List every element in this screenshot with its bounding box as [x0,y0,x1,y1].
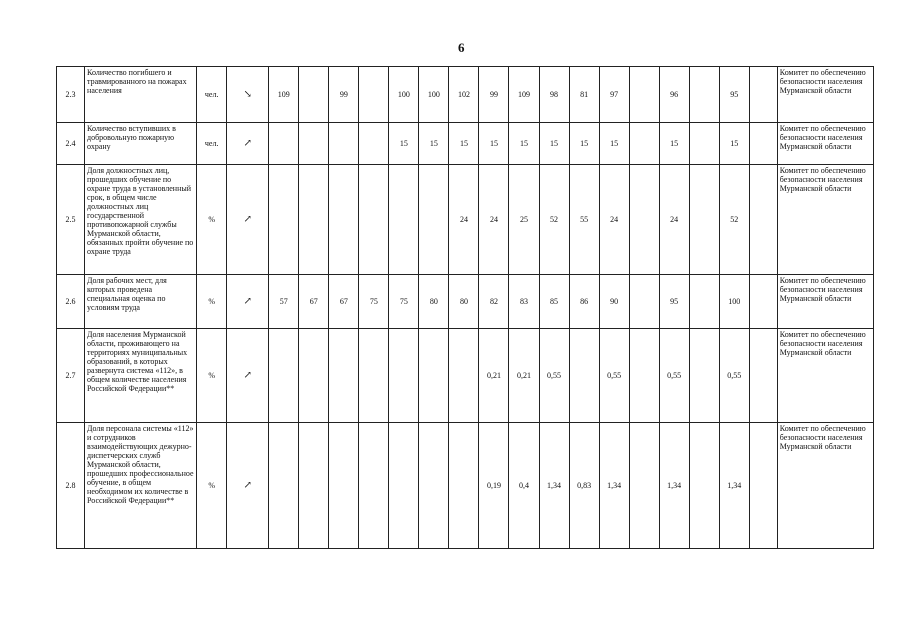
responsible-cell: Комитет по обеспечению безопасности населения Мурманской области [777,123,873,165]
value-cell: 52 [719,165,749,275]
value-cell: 57 [269,275,299,329]
value-cell [749,67,777,123]
value-cell [689,67,719,123]
value-cell [629,423,659,549]
value-cell [299,329,329,423]
value-cell [269,123,299,165]
value-cell [389,329,419,423]
value-cell [419,329,449,423]
value-cell: 109 [509,67,539,123]
value-cell: 1,34 [599,423,629,549]
value-cell [299,123,329,165]
value-cell [389,423,419,549]
value-cell: 99 [479,67,509,123]
unit-cell: чел. [197,123,227,165]
responsible-cell: Комитет по обеспечению безопасности населения Мурманской области [777,67,873,123]
value-cell [329,423,359,549]
table-row [57,423,874,549]
trend-arrow-icon: ↘ [227,67,269,123]
responsible-cell: Комитет по обеспечению безопасности населения Мурманской области [777,165,873,275]
value-cell: 96 [659,67,689,123]
value-cell [629,123,659,165]
value-cell: 0,55 [539,329,569,423]
value-cell: 15 [719,123,749,165]
value-cell [329,329,359,423]
value-cell: 97 [599,67,629,123]
value-cell: 15 [509,123,539,165]
value-cell [689,123,719,165]
value-cell: 0,21 [509,329,539,423]
value-cell: 99 [329,67,359,123]
value-cell [329,123,359,165]
indicator-name: Доля населения Мурманской области, проживающего на территориях муниципальных образований, в которых развернута система «112», в общем количестве населения Российской Федерации** [85,329,197,423]
indicator-name: Количество погибшего и травмированного на пожарах населения [85,67,197,123]
responsible-cell: Комитет по обеспечению безопасности населения Мурманской области [777,275,873,329]
value-cell: 15 [569,123,599,165]
value-cell: 0,4 [509,423,539,549]
trend-arrow-icon: ↗ [227,423,269,549]
value-cell: 80 [449,275,479,329]
value-cell [629,165,659,275]
value-cell [449,423,479,549]
value-cell [359,423,389,549]
value-cell [749,123,777,165]
value-cell [269,423,299,549]
value-cell: 100 [389,67,419,123]
table-row [57,329,874,423]
value-cell: 83 [509,275,539,329]
trend-arrow-icon: ↗ [227,275,269,329]
unit-cell: % [197,329,227,423]
value-cell: 1,34 [539,423,569,549]
value-cell [329,165,359,275]
table-row [57,123,874,165]
row-number: 2.3 [57,67,85,123]
value-cell [449,329,479,423]
value-cell [359,329,389,423]
value-cell [299,67,329,123]
page-number: 6 [458,40,465,55]
trend-arrow-icon: ↗ [227,329,269,423]
value-cell [689,275,719,329]
value-cell: 100 [419,67,449,123]
row-number: 2.5 [57,165,85,275]
trend-arrow-icon: ↗ [227,165,269,275]
value-cell: 67 [299,275,329,329]
value-cell: 90 [599,275,629,329]
value-cell: 95 [719,67,749,123]
unit-cell: чел. [197,67,227,123]
row-number: 2.7 [57,329,85,423]
value-cell: 1,34 [719,423,749,549]
value-cell [749,275,777,329]
value-cell [629,67,659,123]
row-number: 2.4 [57,123,85,165]
value-cell: 24 [659,165,689,275]
value-cell [749,329,777,423]
value-cell: 24 [599,165,629,275]
row-number: 2.6 [57,275,85,329]
value-cell [419,423,449,549]
value-cell: 102 [449,67,479,123]
responsible-cell: Комитет по обеспечению безопасности населения Мурманской области [777,423,873,549]
value-cell [269,165,299,275]
value-cell [269,329,299,423]
value-cell: 109 [269,67,299,123]
value-cell [689,165,719,275]
value-cell: 0,19 [479,423,509,549]
value-cell [359,123,389,165]
indicator-name: Доля должностных лиц, прошедших обучение по охране труда в установленный срок, в общем числе должностных лиц государственной противопожарной службы Мурманской области, обязанных пройти обучение по охране труда [85,165,197,275]
value-cell [359,67,389,123]
value-cell: 15 [659,123,689,165]
value-cell: 85 [539,275,569,329]
value-cell: 0,55 [659,329,689,423]
indicator-name: Доля рабочих мест, для которых проведена специальная оценка по условиям труда [85,275,197,329]
trend-arrow-icon: ↗ [227,123,269,165]
indicator-name: Доля персонала системы «112» и сотрудников взаимодействующих дежурно-диспетчерских служб Мурманской области, прошедших профессиональное обучение, в общем необходимом их количестве в Российской Федерации** [85,423,197,549]
indicators-table [56,66,874,549]
value-cell: 15 [479,123,509,165]
value-cell: 100 [719,275,749,329]
value-cell [359,165,389,275]
responsible-cell: Комитет по обеспечению безопасности населения Мурманской области [777,329,873,423]
value-cell [749,165,777,275]
value-cell [299,165,329,275]
value-cell: 98 [539,67,569,123]
value-cell: 0,55 [719,329,749,423]
value-cell: 24 [479,165,509,275]
value-cell: 82 [479,275,509,329]
value-cell: 67 [329,275,359,329]
value-cell [689,329,719,423]
value-cell [569,329,599,423]
value-cell [299,423,329,549]
value-cell [389,165,419,275]
unit-cell: % [197,275,227,329]
value-cell: 55 [569,165,599,275]
row-number: 2.8 [57,423,85,549]
value-cell [689,423,719,549]
value-cell: 95 [659,275,689,329]
value-cell: 15 [539,123,569,165]
value-cell: 0,21 [479,329,509,423]
value-cell: 75 [389,275,419,329]
value-cell [419,165,449,275]
unit-cell: % [197,165,227,275]
value-cell: 80 [419,275,449,329]
table-row [57,165,874,275]
value-cell [749,423,777,549]
value-cell: 75 [359,275,389,329]
unit-cell: % [197,423,227,549]
value-cell: 86 [569,275,599,329]
value-cell: 15 [449,123,479,165]
value-cell: 15 [599,123,629,165]
value-cell: 0,83 [569,423,599,549]
value-cell: 15 [419,123,449,165]
table-row [57,67,874,123]
value-cell: 1,34 [659,423,689,549]
table-row [57,275,874,329]
value-cell: 15 [389,123,419,165]
value-cell: 52 [539,165,569,275]
value-cell: 81 [569,67,599,123]
value-cell: 24 [449,165,479,275]
value-cell [629,275,659,329]
value-cell: 0,55 [599,329,629,423]
value-cell [629,329,659,423]
indicator-name: Количество вступивших в добровольную пожарную охрану [85,123,197,165]
value-cell: 25 [509,165,539,275]
